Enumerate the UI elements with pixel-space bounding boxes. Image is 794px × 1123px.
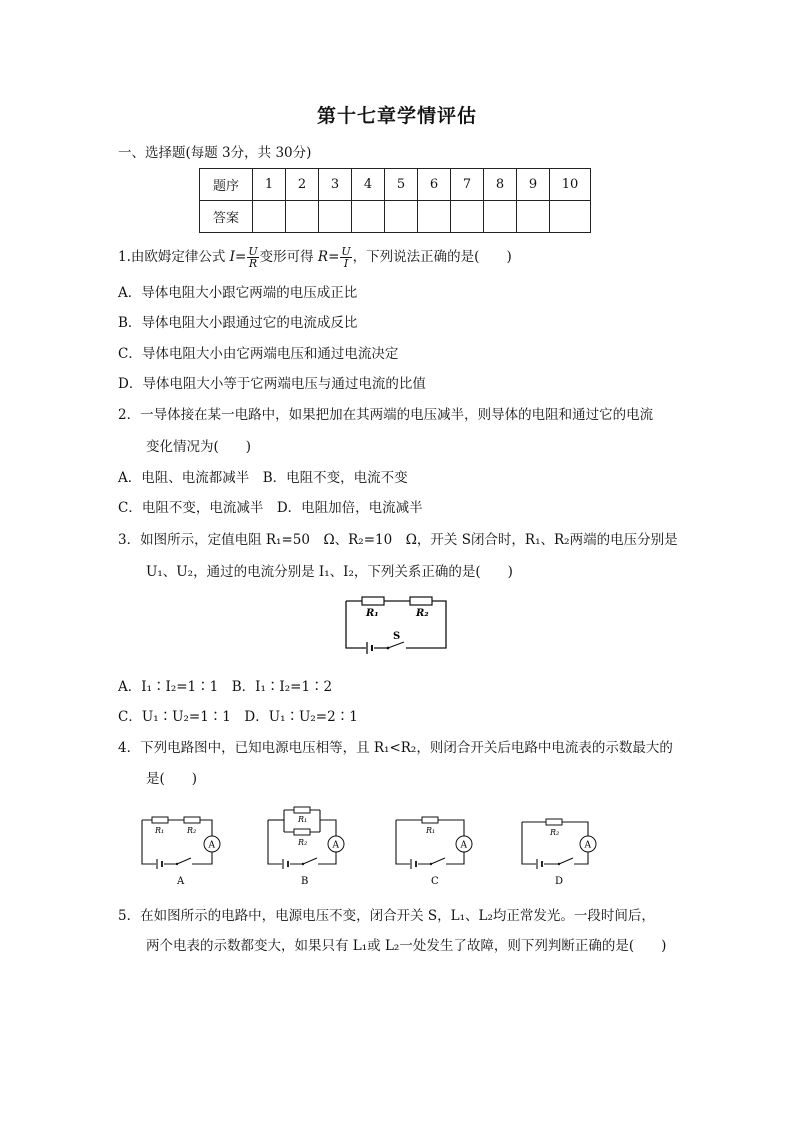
q1-fraction-2-denominator: I — [343, 257, 349, 270]
answer-table-number-row — [200, 169, 591, 201]
answer-cell[interactable] — [484, 201, 517, 233]
q1-mid: 变形可得 — [259, 249, 318, 265]
section-heading: 一、选择题(每题 3分，共 30分) — [118, 145, 312, 161]
table-number-cell: 9 — [517, 169, 550, 201]
ammeter-label: A — [460, 840, 467, 851]
table-number-cell: 7 — [451, 169, 484, 201]
table-header-number: 题序 — [200, 169, 253, 201]
resistor-r1-symbol — [294, 807, 310, 813]
question-1-stem: 1.由欧姆定律公式 I= $\frac{U}{R}$ 变形可得 R= $\frac{U}{I}$ ，下列说法正确的是( ) — [118, 245, 512, 270]
q1-fraction-1-denominator: R — [248, 257, 258, 270]
label-switch: S — [393, 631, 401, 642]
circuit-caption-b: B — [301, 876, 309, 887]
q2-options-cd[interactable]: C．电阻不变，电流减半 D．电阻加倍，电流减半 — [118, 500, 423, 516]
table-number-cell: 8 — [484, 169, 517, 201]
label-r2: R₂ — [187, 826, 197, 835]
q4-circuit-b — [262, 800, 354, 888]
switch-symbol — [387, 642, 406, 651]
circuit-caption-c: C — [431, 876, 439, 887]
table-number-cell: 5 — [385, 169, 418, 201]
resistor-r1-symbol — [152, 817, 168, 823]
page-title: 第十七章学情评估 — [316, 105, 477, 127]
table-number-cell: 10 — [550, 169, 591, 201]
q2-stem-line1: 2．一导体接在某一电路中，如果把加在其两端的电压减半，则导体的电阻和通过它的电流 — [118, 407, 654, 423]
answer-cell[interactable] — [319, 201, 352, 233]
q4-circuit-c — [390, 808, 482, 888]
q4-circuit-a — [136, 808, 228, 888]
resistor-r2-symbol — [184, 817, 200, 823]
q1-fraction-2 — [340, 246, 351, 269]
answer-table — [199, 168, 591, 233]
q5-stem-line2: 两个电表的示数都变大，如果只有 L₁或 L₂一处发生了故障，则下列判断正确的是( ) — [146, 938, 667, 954]
label-r1: R₁ — [426, 826, 436, 835]
ammeter-label: A — [208, 840, 215, 851]
q1-prefix: 1.由欧姆定律公式 — [118, 249, 230, 265]
q2-options-ab[interactable]: A．电阻、电流都减半 B．电阻不变，电流不变 — [118, 470, 408, 486]
q3-options-cd[interactable]: C．U₁∶U₂=1∶1 D．U₁∶U₂=2∶1 — [118, 709, 358, 725]
table-number-cell: 2 — [286, 169, 319, 201]
q1-formula2-lhs: R — [317, 249, 329, 265]
answer-cell[interactable] — [286, 201, 319, 233]
resistor-r2-symbol — [410, 597, 432, 605]
q3-options-ab[interactable]: A．I₁∶I₂=1∶1 B．I₁∶I₂=1∶2 — [118, 679, 333, 695]
table-number-cell: 3 — [319, 169, 352, 201]
q1-option-d[interactable]: D．导体电阻大小等于它两端电压与通过电流的比值 — [118, 376, 426, 392]
q3-circuit-diagram — [338, 592, 454, 656]
label-r1: R₁ — [366, 608, 379, 619]
answer-cell[interactable] — [253, 201, 286, 233]
q1-fraction-1-numerator: U — [248, 245, 258, 258]
label-r1: R₁ — [298, 815, 308, 824]
table-number-cell: 4 — [352, 169, 385, 201]
q1-option-b[interactable]: B．导体电阻大小跟通过它的电流成反比 — [118, 315, 358, 331]
answer-table-answer-row — [200, 201, 591, 233]
answer-cell[interactable] — [385, 201, 418, 233]
battery-symbol — [366, 642, 374, 654]
q3-stem-line1: 3．如图所示，定值电阻 R₁=50 Ω、R₂=10 Ω，开关 S闭合时，R₁、R₂两端的电压分别是 — [118, 532, 678, 548]
answer-cell[interactable] — [352, 201, 385, 233]
resistor-r1-symbol — [362, 597, 384, 605]
label-r2: R₂ — [298, 838, 308, 847]
q4-stem-line1: 4．下列电路图中，已知电源电压相等，且 R₁<R₂，则闭合开关后电路中电流表的示数最大的 — [118, 740, 673, 756]
q1-fraction-1 — [247, 246, 258, 269]
q1-fraction-2-numerator: U — [341, 245, 351, 258]
resistor-r1-symbol — [422, 817, 438, 823]
answer-cell[interactable] — [418, 201, 451, 233]
table-number-cell: 1 — [253, 169, 286, 201]
resistor-r2-symbol — [294, 829, 310, 835]
ammeter-label: A — [332, 840, 339, 851]
q2-stem-line2: 变化情况为( ) — [146, 439, 252, 455]
q1-suffix: ，下列说法正确的是( ) — [352, 249, 512, 265]
table-number-cell: 6 — [418, 169, 451, 201]
answer-cell[interactable] — [451, 201, 484, 233]
q4-circuit-d — [516, 812, 608, 888]
ammeter-label: A — [584, 840, 591, 851]
answer-cell[interactable] — [517, 201, 550, 233]
q1-option-a[interactable]: A．导体电阻大小跟它两端的电压成正比 — [118, 285, 358, 301]
label-r1: R₁ — [155, 826, 165, 835]
q3-stem-line2: U₁、U₂，通过的电流分别是 I₁、I₂，下列关系正确的是( ) — [146, 564, 513, 580]
circuit-caption-d: D — [555, 876, 564, 887]
q5-stem-line1: 5．在如图所示的电路中，电源电压不变，闭合开关 S，L₁、L₂均正常发光。一段时间后， — [118, 908, 655, 924]
q1-option-c[interactable]: C．导体电阻大小由它两端电压和通过电流决定 — [118, 346, 399, 362]
label-r2: R₂ — [550, 828, 560, 837]
resistor-r2-symbol — [546, 819, 562, 825]
table-header-answer: 答案 — [200, 201, 253, 233]
q4-stem-line2: 是( ) — [146, 771, 198, 787]
label-r2: R₂ — [416, 608, 429, 619]
answer-cell[interactable] — [550, 201, 591, 233]
q1-formula1-lhs: I — [229, 249, 236, 265]
circuit-caption-a: A — [177, 876, 185, 887]
